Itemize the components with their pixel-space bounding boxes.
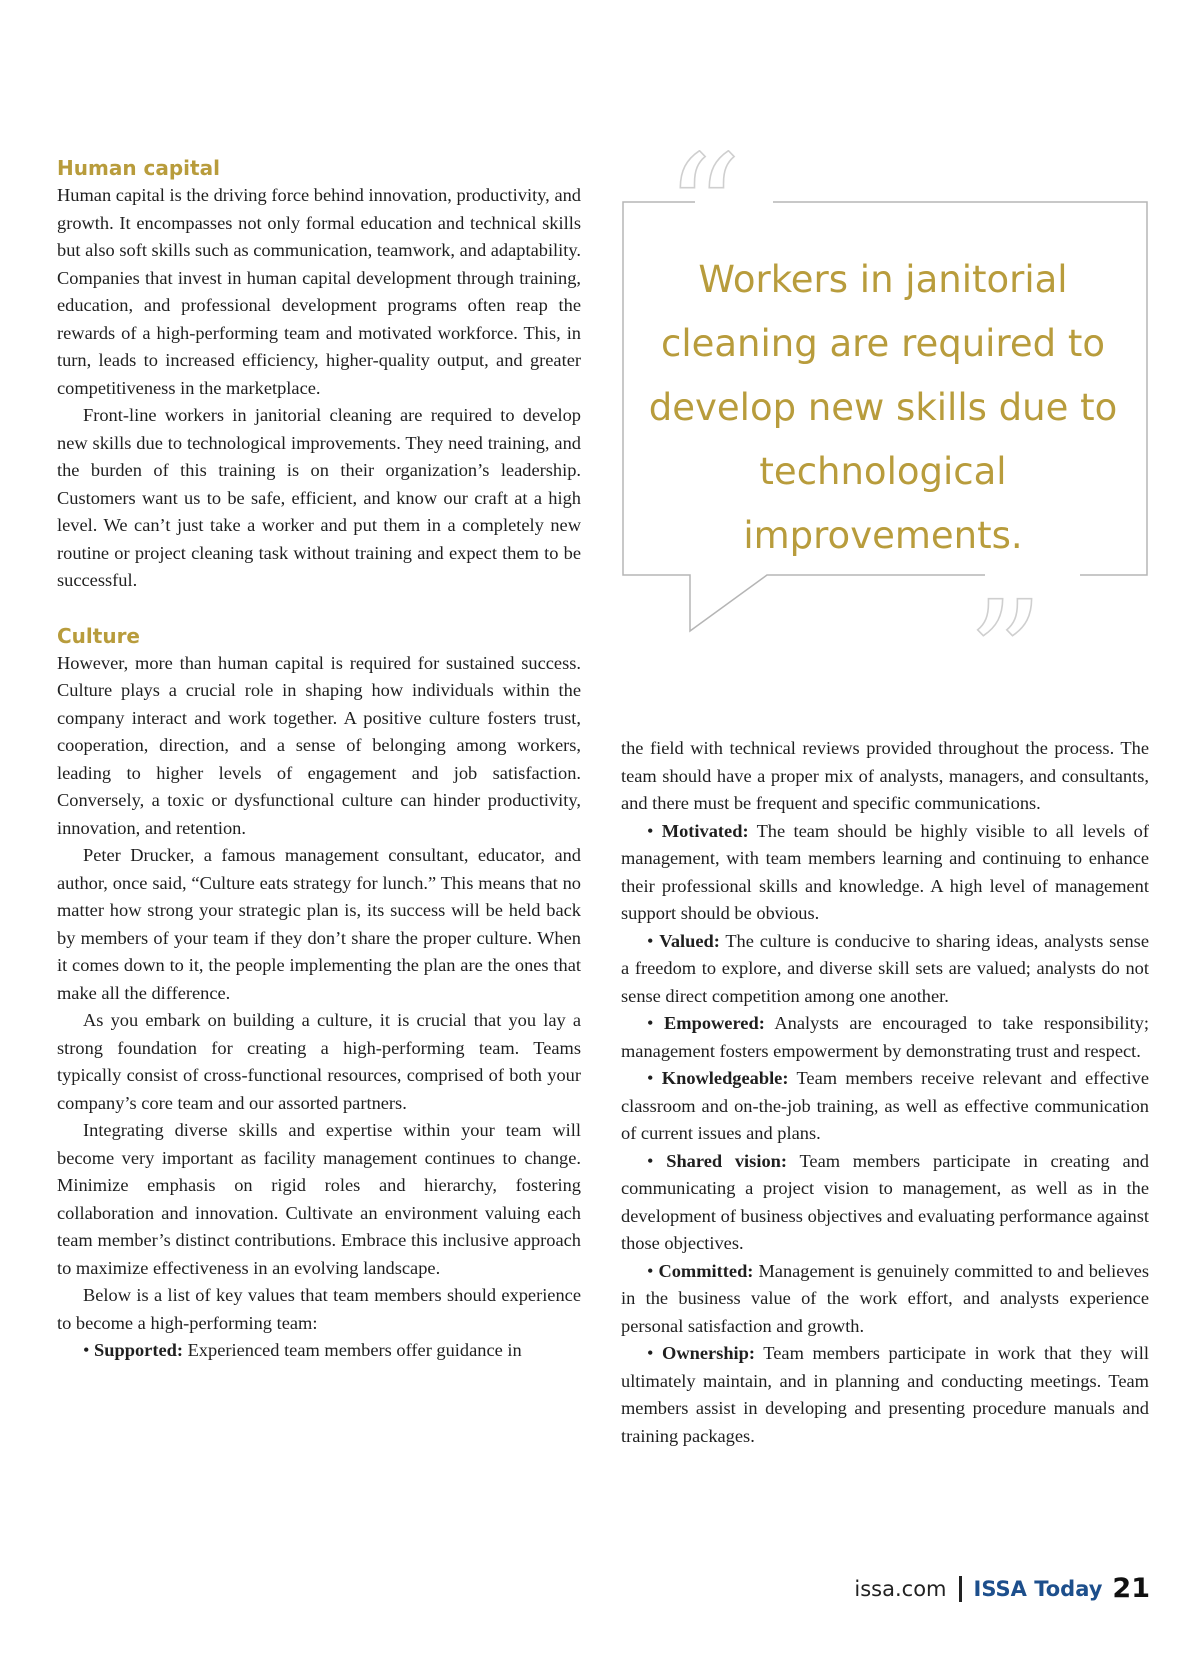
bullet-text: The culture is conducive to sharing ideas, analysts sense a freedom to explore, and diverse skill sets are valued; analysts do not sense direct competition among one another. — [621, 930, 1150, 1006]
bullet-label: Valued: — [659, 930, 720, 951]
footer-site-link[interactable]: issa.com — [854, 1576, 947, 1601]
left-column — [57, 154, 581, 1365]
bullet-label: Ownership: — [662, 1343, 756, 1363]
close-quote-icon: ” — [967, 570, 1044, 670]
right-column — [621, 735, 1149, 1450]
paragraph: Peter Drucker, a famous management consultant, educator, and author, once said, “Culture eats strategy for lunch.” This means that no matter how strong your strategic plan is, its success will be held back by members of your team if they don’t share the proper culture. When it comes down to it, the people implementing the plan are the ones that make all the difference. — [57, 845, 581, 1003]
bullet-item-empowered: • Empowered: Analysts are encouraged to take responsibility; management fosters empowerment by demonstrating trust and respect. — [621, 1013, 1149, 1061]
bullet-item-shared-vision: • Shared vision: Team members participate in creating and communicating a project vision to management, as well as in the development of business objectives and evaluating performance against those objectives. — [621, 1150, 1150, 1253]
bullet-text: Analysts are encouraged to take responsibility; management fosters empowerment by demonstrating trust and respect. — [621, 1013, 1149, 1061]
bullet-item-supported: • Supported: Experienced team members offer guidance in — [83, 1340, 522, 1360]
bullet-item-motivated: • Motivated: The team should be highly visible to all levels of management, with team members learning and continuing to enhance their professional skills and knowledge. A high level of management support should be obvious. — [621, 820, 1149, 923]
heading-culture: Culture — [57, 623, 140, 648]
bullet-item-ownership: • Ownership: Team members participate in work that they will ultimately maintain, and in planning and conducting meetings. Team members assist in developing and presenting procedure manuals and training packages. — [621, 1343, 1149, 1446]
bullet-item-committed: • Committed: Management is genuinely committed to and believes in the business value of the work effort, and analysts experience personal satisfaction and growth. — [621, 1260, 1149, 1336]
paragraph: Human capital is the driving force behind innovation, productivity, and growth. It encompasses not only formal education and technical skills but also soft skills such as communication, teamwork, and adaptability. Companies that invest in human capital development through training, education, and professional development programs often reap the rewards of a high-performing team and motivated workforce. This, in turn, leads to increased efficiency, higher-quality output, and greater competitiveness in the marketplace. — [57, 185, 581, 398]
bullet-text: Team members participate in work that they will ultimately maintain, and in planning and conducting meetings. Team members assist in developing and presenting procedure manuals and training packages. — [621, 1343, 1149, 1446]
bullet-label: Committed: — [658, 1260, 754, 1281]
bullet-text: Management is genuinely committed to and believes in the business value of the work effort, and analysts experience personal satisfaction and growth. — [621, 1260, 1149, 1336]
bullet-label: Knowledgeable: — [661, 1068, 789, 1088]
paragraph: the field with technical reviews provided throughout the process. The team should have a proper mix of analysts, managers, and consultants, and there must be frequent and specific communications. — [621, 738, 1149, 813]
pull-quote-text: Workers in janitorial cleaning are required to develop new skills due to technological improvements. — [648, 258, 1118, 557]
paragraph: However, more than human capital is required for sustained success. Culture plays a crucial role in shaping how individuals within the company interact and work together. A positive culture fosters trust, cooperation, direction, and a sense of belonging among workers, leading to higher levels of engagement and job satisfaction. Conversely, a toxic or dysfunctional culture can hinder productivity, innovation, and retention. — [57, 652, 581, 838]
paragraph: Below is a list of key values that team members should experience to become a high-performing team: — [57, 1285, 581, 1333]
bullet-text: Team members receive relevant and effective classroom and on-the-job training, as well as effective communication of current issues and plans. — [621, 1068, 1149, 1143]
bullet-label: Supported: — [94, 1340, 183, 1360]
bullet-label: Shared vision: — [666, 1150, 787, 1171]
bullet-text: Experienced team members offer guidance in — [187, 1340, 522, 1360]
footer-magazine-name: ISSA Today — [973, 1576, 1103, 1601]
bullet-label: Empowered: — [664, 1013, 765, 1033]
page-footer — [854, 1573, 1150, 1604]
bullet-text: The team should be highly visible to all levels of management, with team members learning and continuing to enhance their professional skills and knowledge. A high level of management support should be obvious. — [621, 820, 1149, 923]
page-number: 21 — [1112, 1573, 1150, 1604]
bullet-item-valued: • Valued: The culture is conducive to sharing ideas, analysts sense a freedom to explore, and diverse skill sets are valued; analysts do not sense direct competition among one another. — [621, 930, 1150, 1006]
paragraph: Integrating diverse skills and expertise within your team will become very important as facility management continues to change. Minimize emphasis on rigid roles and hierarchy, fostering collaboration and innovation. Cultivate an environment valuing each team member’s distinct contributions. Embrace this inclusive approach to maximize effectiveness in an evolving landscape. — [57, 1120, 581, 1278]
open-quote-icon: “ — [665, 150, 742, 298]
paragraph: As you embark on building a culture, it is crucial that you lay a strong foundation for creating a high-performing team. Teams typically consist of cross-functional resources, comprised of both your company’s core team and our assorted partners. — [57, 1010, 581, 1113]
footer-divider — [959, 1576, 962, 1602]
bullet-label: Motivated: — [661, 820, 749, 841]
heading-human-capital: Human capital — [57, 156, 220, 180]
bullet-item-knowledgeable: • Knowledgeable: Team members receive relevant and effective classroom and on-the-job training, as well as effective communication of current issues and plans. — [621, 1068, 1149, 1143]
bullet-text: Team members participate in creating and communicating a project vision to management, as well as in the development of business objectives and evaluating performance against those objectives. — [621, 1150, 1150, 1253]
paragraph: Front-line workers in janitorial cleaning are required to develop new skills due to technological improvements. They need training, and the burden of this training is on their organization’s leadership. Customers want us to be safe, efficient, and know our craft at a high level. We can’t just take a worker and put them in a completely new routine or project cleaning task without training and expect them to be successful. — [57, 405, 581, 590]
